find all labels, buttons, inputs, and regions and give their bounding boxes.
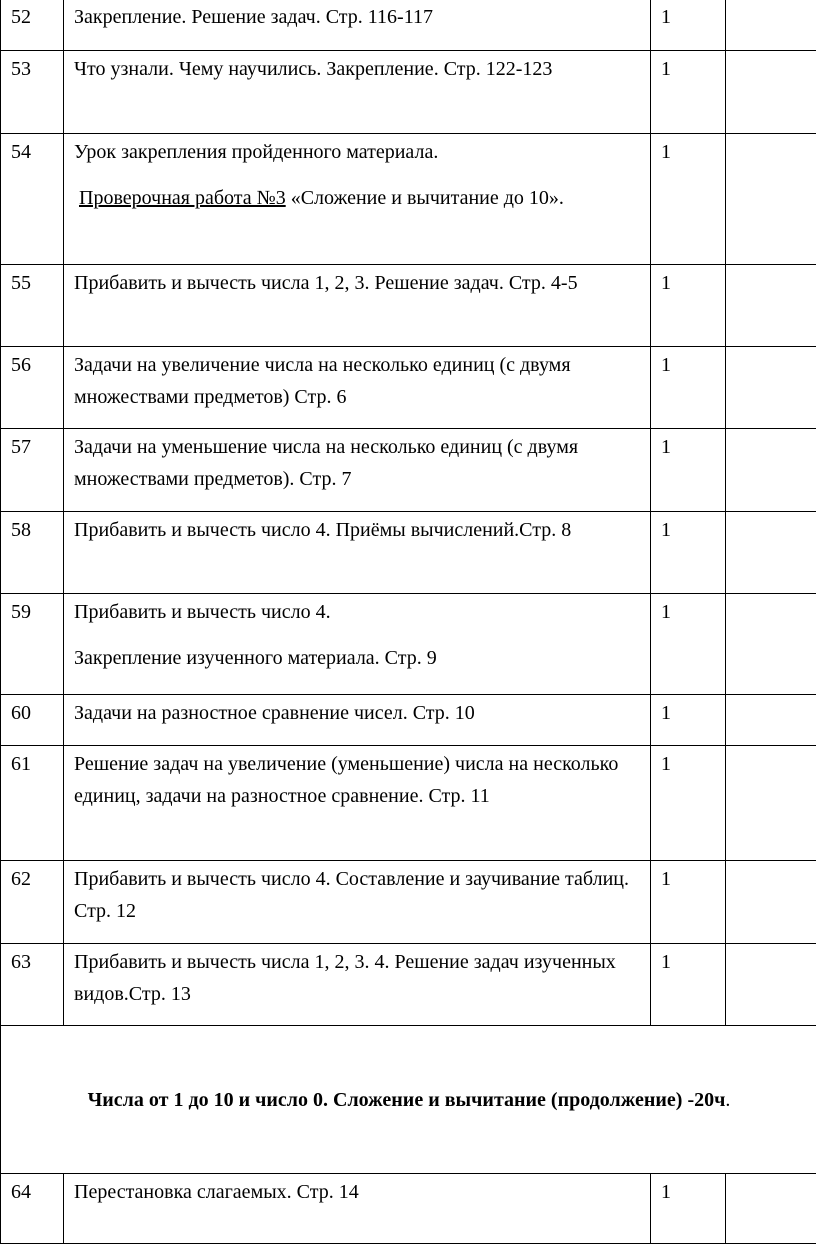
section-title: Числа от 1 до 10 и число 0. Сложение и вычитание (продолжение) -20ч [88, 1089, 726, 1111]
table-row [1, 695, 816, 746]
section-row [1, 1026, 816, 1174]
test-label: Проверочная работа №3 [79, 187, 286, 209]
section-heading [1, 1026, 816, 1174]
empty-cell [726, 861, 816, 944]
lesson-topic: Прибавить и вычесть числа 1, 2, 3. Решение задач. Стр. 4-5 [64, 265, 651, 347]
lesson-topic: Прибавить и вычесть число 4. Приёмы вычислений.Стр. 8 [64, 512, 651, 594]
empty-cell [726, 944, 816, 1026]
table-row [1, 512, 816, 594]
lesson-topic-continued: Закрепление изученного материала. Стр. 9 [74, 642, 642, 674]
lesson-number: 59 [1, 594, 64, 695]
lesson-hours: 1 [651, 512, 726, 594]
lesson-topic: Что узнали. Чему научились. Закрепление. Стр. 122-123 [64, 51, 651, 134]
lesson-topic-cell [64, 594, 651, 695]
test-title: «Сложение и вычитание до 10». [286, 187, 564, 209]
lesson-hours: 1 [651, 746, 726, 861]
lesson-hours: 1 [651, 594, 726, 695]
lesson-topic-cell [64, 134, 651, 265]
empty-cell [726, 512, 816, 594]
empty-cell [726, 1174, 816, 1244]
lesson-hours: 1 [651, 429, 726, 512]
table-row [1, 0, 816, 51]
table-row [1, 134, 816, 265]
lesson-number: 63 [1, 944, 64, 1026]
lesson-topic: Задачи на уменьшение числа на несколько единиц (с двумя множествами предметов). Стр. 7 [64, 429, 651, 512]
lesson-topic: Закрепление. Решение задач. Стр. 116-117 [64, 0, 651, 51]
lesson-number: 58 [1, 512, 64, 594]
lesson-hours: 1 [651, 51, 726, 134]
empty-cell [726, 134, 816, 265]
lesson-number: 60 [1, 695, 64, 746]
lesson-number: 53 [1, 51, 64, 134]
lesson-hours: 1 [651, 695, 726, 746]
lesson-topic: Прибавить и вычесть числа 1, 2, 3. 4. Решение задач изученных видов.Стр. 13 [64, 944, 651, 1026]
lesson-number: 52 [1, 0, 64, 51]
lesson-number: 56 [1, 347, 64, 429]
lesson-topic: Перестановка слагаемых. Стр. 14 [64, 1174, 651, 1244]
lesson-topic: Прибавить и вычесть число 4. Составление и заучивание таблиц. Стр. 12 [64, 861, 651, 944]
empty-cell [726, 0, 816, 51]
lesson-hours: 1 [651, 134, 726, 265]
lesson-topic: Задачи на разностное сравнение чисел. Стр. 10 [64, 695, 651, 746]
table-row [1, 594, 816, 695]
empty-cell [726, 429, 816, 512]
lesson-hours: 1 [651, 861, 726, 944]
empty-cell [726, 695, 816, 746]
table-row [1, 265, 816, 347]
lesson-number: 54 [1, 134, 64, 265]
lesson-topic: Решение задач на увеличение (уменьшение) числа на несколько единиц, задачи на разностное сравнение. Стр. 11 [64, 746, 651, 861]
lesson-topic: Прибавить и вычесть число 4. [74, 596, 642, 628]
empty-cell [726, 265, 816, 347]
empty-cell [726, 746, 816, 861]
lesson-hours: 1 [651, 944, 726, 1026]
lesson-hours: 1 [651, 265, 726, 347]
lesson-hours: 1 [651, 1174, 726, 1244]
lesson-topic: Задачи на увеличение числа на несколько единиц (с двумя множествами предметов) Стр. 6 [64, 347, 651, 429]
test-paragraph [74, 182, 642, 214]
table-row [1, 347, 816, 429]
lesson-number: 62 [1, 861, 64, 944]
table-row [1, 429, 816, 512]
table-row [1, 861, 816, 944]
lesson-hours: 1 [651, 0, 726, 51]
empty-cell [726, 594, 816, 695]
table-row [1, 944, 816, 1026]
lesson-number: 64 [1, 1174, 64, 1244]
lesson-number: 55 [1, 265, 64, 347]
table-row [1, 1174, 816, 1244]
section-title-end: . [725, 1089, 730, 1111]
lesson-topic: Урок закрепления пройденного материала. [74, 136, 642, 168]
empty-cell [726, 51, 816, 134]
table-row [1, 746, 816, 861]
lesson-number: 61 [1, 746, 64, 861]
table-row [1, 51, 816, 134]
lesson-hours: 1 [651, 347, 726, 429]
lesson-number: 57 [1, 429, 64, 512]
empty-cell [726, 347, 816, 429]
